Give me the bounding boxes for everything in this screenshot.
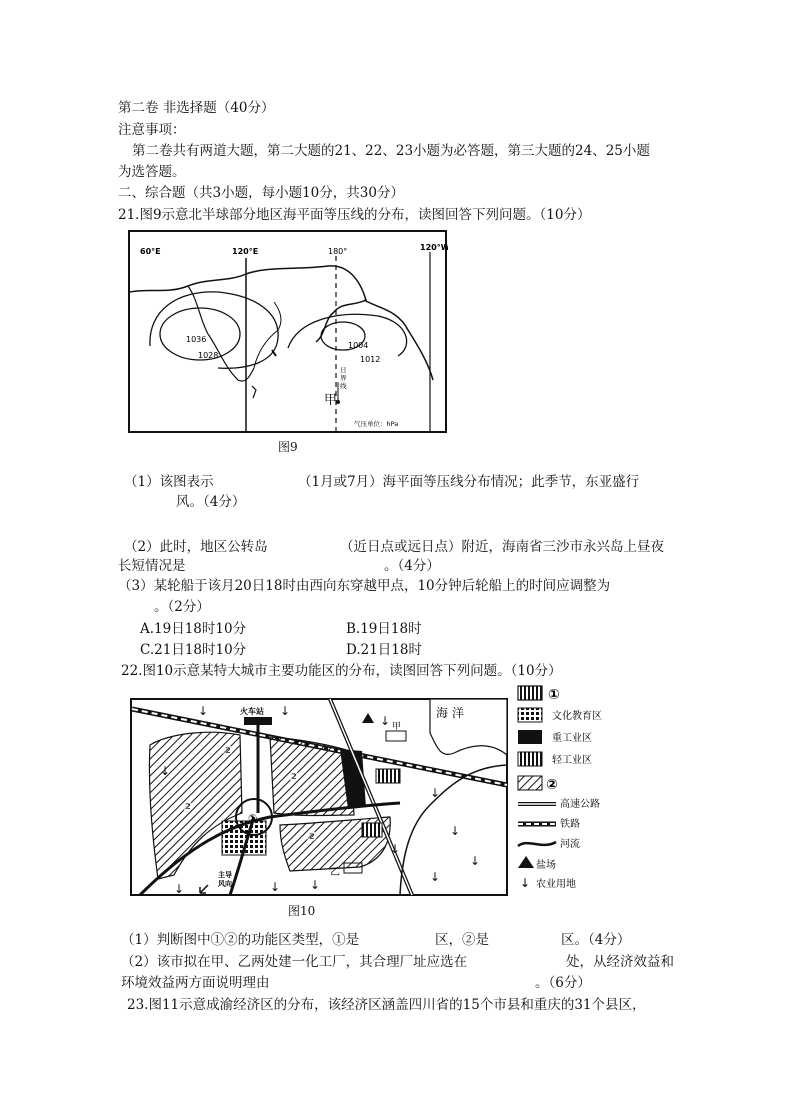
pressure-unit: 气压单位：hPa bbox=[354, 420, 399, 428]
legend-river: 河流 bbox=[560, 839, 580, 850]
q22-sub1-b: 区，②是 bbox=[435, 932, 489, 948]
svg-text:↓: ↓ bbox=[390, 842, 401, 856]
option-d: D.21日18时 bbox=[346, 642, 422, 658]
q21-sub2-a: （2）此时，地区公转岛 bbox=[124, 539, 268, 555]
svg-text:↓: ↓ bbox=[430, 786, 441, 800]
q21-sub2-line2-end: 。（4分） bbox=[384, 558, 440, 574]
svg-text:线: 线 bbox=[340, 382, 347, 390]
svg-text:↓: ↓ bbox=[450, 824, 461, 838]
point-jia: 甲 bbox=[324, 393, 338, 408]
part2-title: 二、综合题（共3小题，每小题10分，共30分） bbox=[118, 185, 404, 201]
q21-sub2-b: （近日点或远日点）附近，海南省三沙市永兴岛上昼夜 bbox=[340, 539, 664, 555]
svg-text:↓: ↓ bbox=[430, 870, 441, 884]
zone-2-label-b: ② bbox=[182, 800, 194, 815]
lon-label-180: 180° bbox=[328, 247, 348, 256]
svg-text:↓: ↓ bbox=[160, 764, 171, 778]
zone-2-label-d: ② bbox=[306, 830, 318, 845]
figure-10-map bbox=[130, 685, 510, 901]
legend-culture: 文化教育区 bbox=[552, 711, 602, 722]
q22-sub2-a: （2）该市拟在甲、乙两处建一化工厂，其合理厂址应选在 bbox=[121, 954, 468, 970]
q22-sub1-c: 区。（4分） bbox=[561, 932, 631, 948]
q21-sub1-line2: 风。（4分） bbox=[176, 494, 246, 510]
notice-title: 注意事项： bbox=[118, 122, 186, 138]
legend-1: ① bbox=[548, 687, 560, 703]
legend-heavy: 重工业区 bbox=[552, 733, 592, 744]
isobar-1012: 1012 bbox=[360, 355, 381, 364]
q22-sub1-a: （1）判断图中①②的功能区类型，①是 bbox=[121, 932, 360, 948]
q22-sub2-b: 处，从经济效益和 bbox=[566, 954, 674, 970]
site-yi: 乙 bbox=[330, 867, 340, 878]
lon-label-120e: 120°E bbox=[232, 247, 259, 256]
legend-highway: 高速公路 bbox=[560, 799, 600, 810]
lon-label-120w: 120°W bbox=[420, 243, 448, 252]
q21-sub2-line2: 长短情况是 bbox=[118, 558, 186, 574]
isobar-1036: 1036 bbox=[186, 335, 207, 344]
q21-sub3-line2: 。（2分） bbox=[154, 599, 210, 615]
svg-text:↓: ↓ bbox=[174, 882, 185, 896]
q21-stem: 21.图9示意北半球部分地区海平面等压线的分布，读图回答下列问题。（10分） bbox=[118, 207, 591, 223]
figure-10-caption: 图10 bbox=[288, 904, 316, 918]
svg-text:界: 界 bbox=[340, 374, 347, 382]
q21-sub1-a: （1）该图表示 bbox=[124, 474, 214, 490]
wind-label-1: 主导 bbox=[218, 871, 232, 879]
section-heading: 第二卷 非选择题（40分） bbox=[118, 100, 275, 116]
q22-sub2-line2-b: 。（6分） bbox=[535, 975, 591, 991]
q21-sub3-line1: （3）某轮船于该月20日18时由西向东穿越甲点，10分钟后轮船上的时间应调整为 bbox=[118, 578, 611, 594]
q22-sub2-line2-a: 环境效益两方面说明理由 bbox=[121, 975, 270, 991]
q23-stem: 23.图11示意成渝经济区的分布，该经济区涵盖四川省的15个市县和重庆的31个县区， bbox=[127, 997, 646, 1013]
svg-text:↓: ↓ bbox=[270, 880, 281, 894]
station-label: 火车站 bbox=[240, 707, 264, 716]
legend-2: ② bbox=[546, 777, 558, 793]
dateline-label: 日 bbox=[340, 366, 347, 374]
zone-2-label-a: ② bbox=[222, 744, 234, 759]
legend-light: 轻工业区 bbox=[552, 755, 592, 766]
legend-farm: 农业用地 bbox=[536, 879, 576, 890]
legend-railway: 铁路 bbox=[560, 819, 580, 830]
svg-text:↓: ↓ bbox=[280, 704, 291, 718]
svg-text:↓: ↓ bbox=[310, 878, 321, 892]
option-a: A.19日18时10分 bbox=[140, 621, 247, 637]
legend-salt: 盐场 bbox=[536, 860, 556, 871]
svg-text:↓: ↓ bbox=[198, 704, 209, 718]
zone-2-label-c: ② bbox=[288, 770, 300, 785]
svg-text:↓: ↓ bbox=[520, 876, 531, 890]
svg-text:↓: ↓ bbox=[470, 854, 481, 868]
figure-9-caption: 图9 bbox=[278, 440, 298, 454]
lon-label-60e: 60°E bbox=[140, 247, 161, 256]
wind-label-2: 风向 bbox=[218, 880, 232, 888]
notice-line-2: 为选答题。 bbox=[118, 164, 186, 180]
zone-1-label: ① bbox=[248, 812, 258, 825]
option-b: B.19日18时 bbox=[346, 621, 422, 637]
isobar-1004: 1004 bbox=[348, 341, 369, 350]
isobar-1028: 1028 bbox=[198, 351, 219, 360]
figure-9-map bbox=[128, 230, 448, 439]
figure-10-legend bbox=[516, 682, 636, 896]
q21-sub1-b: （1月或7月）海平面等压线分布情况；此季节，东亚盛行 bbox=[298, 474, 640, 490]
site-jia: 甲 bbox=[392, 722, 402, 732]
option-c: C.21日18时10分 bbox=[140, 642, 247, 658]
q22-stem: 22.图10示意某特大城市主要功能区的分布，读图回答下列问题。（10分） bbox=[121, 663, 562, 679]
svg-text:↓: ↓ bbox=[380, 714, 391, 728]
sea-label: 海 洋 bbox=[436, 706, 464, 720]
notice-line-1: 第二卷共有两道大题，第二大题的21、22、23小题为必答题，第三大题的24、25小题 bbox=[132, 143, 650, 159]
